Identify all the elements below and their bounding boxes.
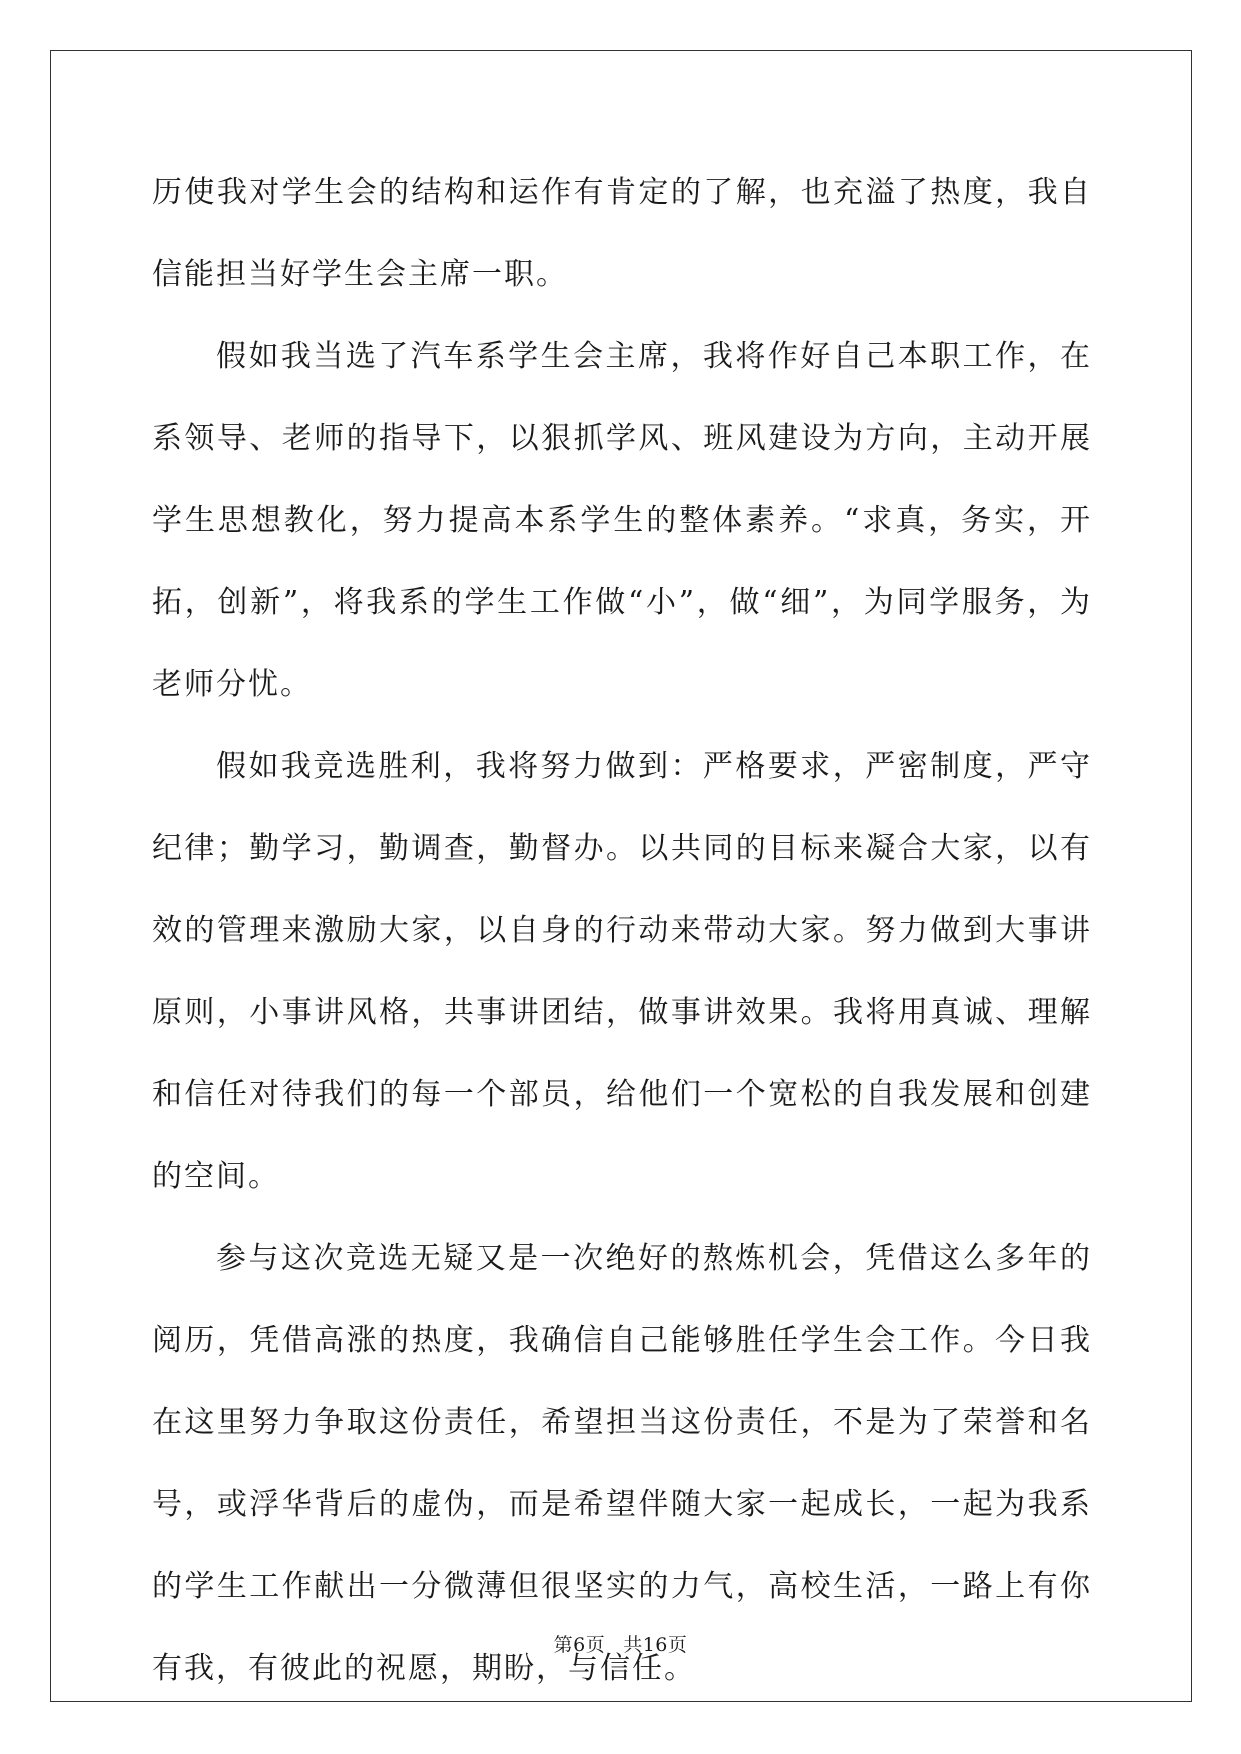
document-body xyxy=(152,152,1092,1710)
total-page-count: 共16页 xyxy=(623,1634,688,1656)
paragraph-2: 假如我当选了汽车系学生会主席，我将作好自己本职工作，在系领导、老师的指导下，以狠抓学风、班风建设为方向，主动开展学生思想教化，努力提高本系学生的整体素养。“求真，务实，开拓，创新”，将我系的学生工作做“小”，做“细”，为同学服务，为老师分忧。 xyxy=(152,339,1092,702)
paragraph-4: 参与这次竞选无疑又是一次绝好的熬炼机会，凭借这么多年的阅历，凭借高涨的热度，我确信自己能够胜任学生会工作。今日我在这里努力争取这份责任，希望担当这份责任，不是为了荣誉和名号，或浮华背后的虚伪，而是希望伴随大家一起成长，一起为我系的学生工作献出一分微薄但很坚实的力气，高校生活，一路上有你有我，有彼此的祝愿，期盼，与信任。 xyxy=(152,1241,1092,1686)
paragraph-1: 历使我对学生会的结构和运作有肯定的了解，也充溢了热度，我自信能担当好学生会主席一职。 xyxy=(152,175,1092,292)
paragraph-3: 假如我竞选胜利，我将努力做到：严格要求，严密制度，严守纪律；勤学习，勤调查，勤督办。以共同的目标来凝合大家，以有效的管理来激励大家，以自身的行动来带动大家。努力做到大事讲原则，小事讲风格，共事讲团结，做事讲效果。我将用真诚、理解和信任对待我们的每一个部员，给他们一个宽松的自我发展和创建的空间。 xyxy=(152,749,1092,1194)
current-page-number: 第6页 xyxy=(553,1634,606,1656)
page-footer xyxy=(0,1630,1241,1657)
